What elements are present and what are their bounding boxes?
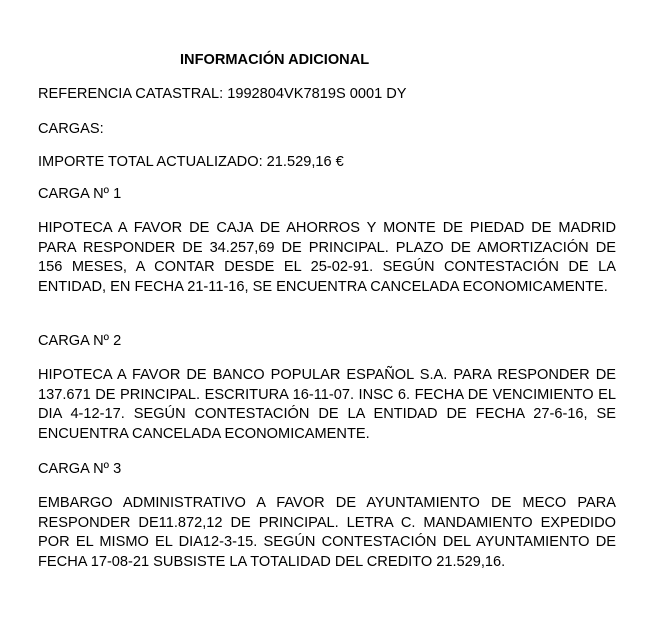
importe-total: IMPORTE TOTAL ACTUALIZADO: 21.529,16 € bbox=[38, 154, 344, 170]
cargas-label: CARGAS: bbox=[38, 121, 104, 137]
referencia-catastral: REFERENCIA CATASTRAL: 1992804VK7819S 0001 DY bbox=[38, 86, 407, 102]
carga-1-text: HIPOTECA A FAVOR DE CAJA DE AHORROS Y MONTE DE PIEDAD DE MADRID PARA RESPONDER DE 34.257,69 DE PRINCIPAL. PLAZO DE AMORTIZACIÓN DE 156 MESES, A CONTAR DESDE EL 25-02-91. SEGÚN CONTESTACIÓN DE LA ENTIDAD, EN FECHA 21-11-16, SE ENCUENTRA CANCELADA ECONOMICAMENTE. bbox=[38, 220, 616, 295]
carga-2-text: HIPOTECA A FAVOR DE BANCO POPULAR ESPAÑOL S.A. PARA RESPONDER DE 137.671 DE PRINCIPAL. ESCRITURA 16-11-07. INSC 6. FECHA DE VENCIMIENTO EL DIA 4-12-17. SEGÚN CONTESTACIÓN DE LA ENTIDAD DE FECHA 27-6-16, SE ENCUENTRA CANCELADA ECONOMICAMENTE. bbox=[38, 367, 616, 442]
carga-3-text: EMBARGO ADMINISTRATIVO A FAVOR DE AYUNTAMIENTO DE MECO PARA RESPONDER DE11.872,12 DE PRINCIPAL. LETRA C. MANDAMIENTO EXPEDIDO POR EL MISMO EL DIA12-3-15. SEGÚN CONTESTACIÓN DEL AYUNTAMIENTO DE FECHA 17-08-21 SUBSISTE LA TOTALIDAD DEL CREDITO 21.529,16. bbox=[38, 495, 616, 570]
document-heading: INFORMACIÓN ADICIONAL bbox=[180, 52, 370, 68]
carga-1-title: CARGA Nº 1 bbox=[38, 186, 122, 202]
carga-3-title: CARGA Nº 3 bbox=[38, 461, 122, 477]
carga-2-title: CARGA Nº 2 bbox=[38, 333, 122, 349]
